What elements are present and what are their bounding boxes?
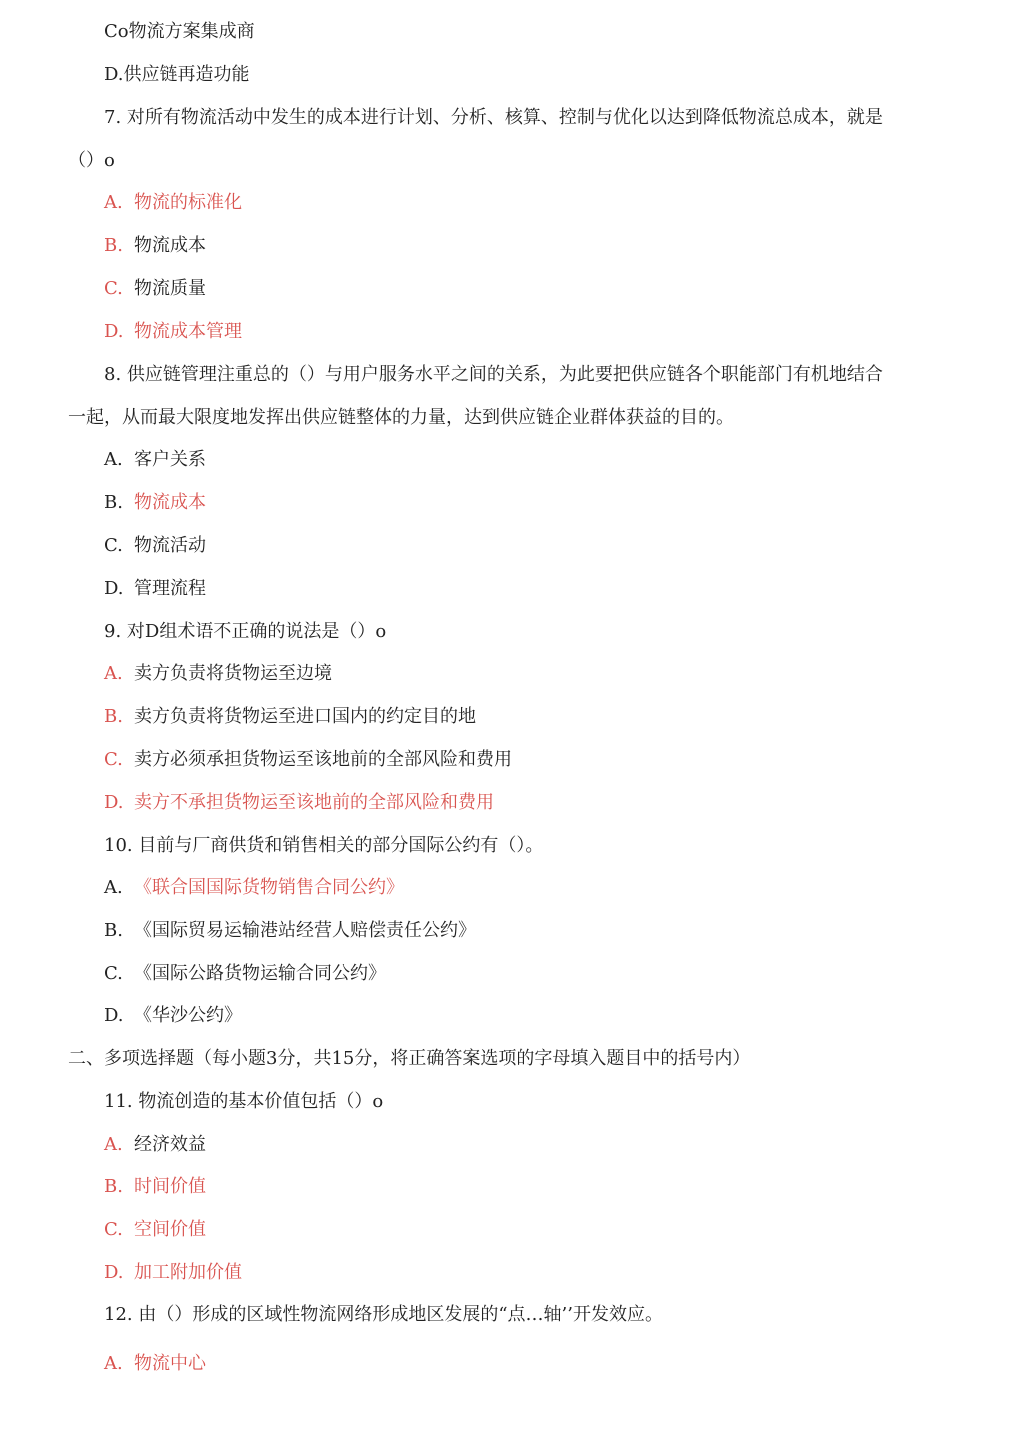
- option-text: 《华沙公约》: [134, 1005, 242, 1026]
- option-label: B.: [104, 706, 123, 727]
- option-text: 卖方负责将货物运至边境: [134, 663, 332, 684]
- q7-stem-line1: 7. 对所有物流活动中发生的成本进行计划、分析、核算、控制与优化以达到降低物流总成本，就是: [104, 107, 883, 128]
- option-text: 管理流程: [134, 578, 206, 599]
- q9-option-a: [104, 662, 332, 686]
- q11-option-d: [104, 1261, 242, 1285]
- option-text: 物流活动: [134, 535, 206, 556]
- option-label: C.: [104, 1219, 123, 1240]
- option-text: 物流质量: [134, 278, 206, 299]
- q7-stem-line2: （）o: [68, 150, 115, 171]
- option-label: D.: [104, 792, 124, 813]
- option-label: B.: [104, 492, 123, 513]
- option-label: C.: [104, 963, 123, 984]
- q11-option-a: [104, 1133, 206, 1157]
- option-text: 经济效益: [134, 1134, 206, 1155]
- q6-option-d: D.供应链再造功能: [104, 64, 250, 85]
- option-label: D.: [104, 1005, 124, 1026]
- q11-option-b: [104, 1175, 206, 1199]
- option-text: 物流成本管理: [134, 321, 242, 342]
- q12-stem: 12. 由（）形成的区域性物流网络形成地区发展的“点…轴’’开发效应。: [104, 1304, 663, 1325]
- q8-option-d: [104, 577, 206, 601]
- option-label: C.: [104, 278, 123, 299]
- section-heading: 二、多项选择题（每小题3分，共15分，将正确答案选项的字母填入题目中的括号内）: [68, 1048, 751, 1069]
- q7-option-c: [104, 277, 206, 301]
- option-label: A.: [104, 449, 123, 470]
- q7-option-a: [104, 191, 242, 215]
- option-label: B.: [104, 235, 123, 256]
- option-label: D.: [104, 1262, 124, 1283]
- q8-option-b: [104, 491, 206, 515]
- option-text: 卖方不承担货物运至该地前的全部风险和费用: [134, 792, 494, 813]
- option-label: C.: [104, 535, 123, 556]
- option-text: 客户关系: [134, 449, 206, 470]
- option-text: 物流的标准化: [134, 192, 242, 213]
- option-text: 《联合国国际货物销售合同公约》: [134, 877, 404, 898]
- q12-option-a: [104, 1352, 206, 1376]
- option-label: B.: [104, 920, 123, 941]
- option-text: 卖方负责将货物运至进口国内的约定目的地: [134, 706, 476, 727]
- option-label: C.: [104, 749, 123, 770]
- q8-option-a: [104, 448, 206, 472]
- option-text: 《国际贸易运输港站经营人赔偿责任公约》: [134, 920, 476, 941]
- q10-option-d: [104, 1004, 242, 1028]
- option-label: A.: [104, 1353, 123, 1374]
- q8-option-c: [104, 534, 206, 558]
- option-text: 物流成本: [134, 235, 206, 256]
- q10-option-a: [104, 876, 404, 900]
- option-text: 时间价值: [134, 1176, 206, 1197]
- option-text: 加工附加价值: [134, 1262, 242, 1283]
- q7-option-b: [104, 234, 206, 258]
- option-label: A.: [104, 192, 123, 213]
- option-label: D.: [104, 578, 124, 599]
- q10-option-b: [104, 919, 476, 943]
- q6-option-c: Co物流方案集成商: [104, 21, 255, 42]
- option-label: A.: [104, 877, 123, 898]
- option-label: B.: [104, 1176, 123, 1197]
- q11-option-c: [104, 1218, 206, 1242]
- q10-stem: 10. 目前与厂商供货和销售相关的部分国际公约有（）。: [104, 835, 544, 856]
- option-label: A.: [104, 1134, 123, 1155]
- option-text: 物流成本: [134, 492, 206, 513]
- option-label: D.: [104, 321, 124, 342]
- q9-stem: 9. 对D组术语不正确的说法是（）o: [104, 621, 387, 642]
- option-text: 空间价值: [134, 1219, 206, 1240]
- q9-option-d: [104, 791, 494, 815]
- q9-option-b: [104, 705, 476, 729]
- q10-option-c: [104, 962, 386, 986]
- option-label: A.: [104, 663, 123, 684]
- q11-stem: 11. 物流创造的基本价值包括（）o: [104, 1091, 384, 1112]
- q8-stem-line1: 8. 供应链管理注重总的（）与用户服务水平之间的关系，为此要把供应链各个职能部门有机地结合: [104, 364, 883, 385]
- option-text: 物流中心: [134, 1353, 206, 1374]
- option-text: 《国际公路货物运输合同公约》: [134, 963, 386, 984]
- q9-option-c: [104, 748, 512, 772]
- q8-stem-line2: 一起，从而最大限度地发挥出供应链整体的力量，达到供应链企业群体获益的目的。: [68, 407, 734, 428]
- option-text: 卖方必须承担货物运至该地前的全部风险和费用: [134, 749, 512, 770]
- q7-option-d: [104, 320, 242, 344]
